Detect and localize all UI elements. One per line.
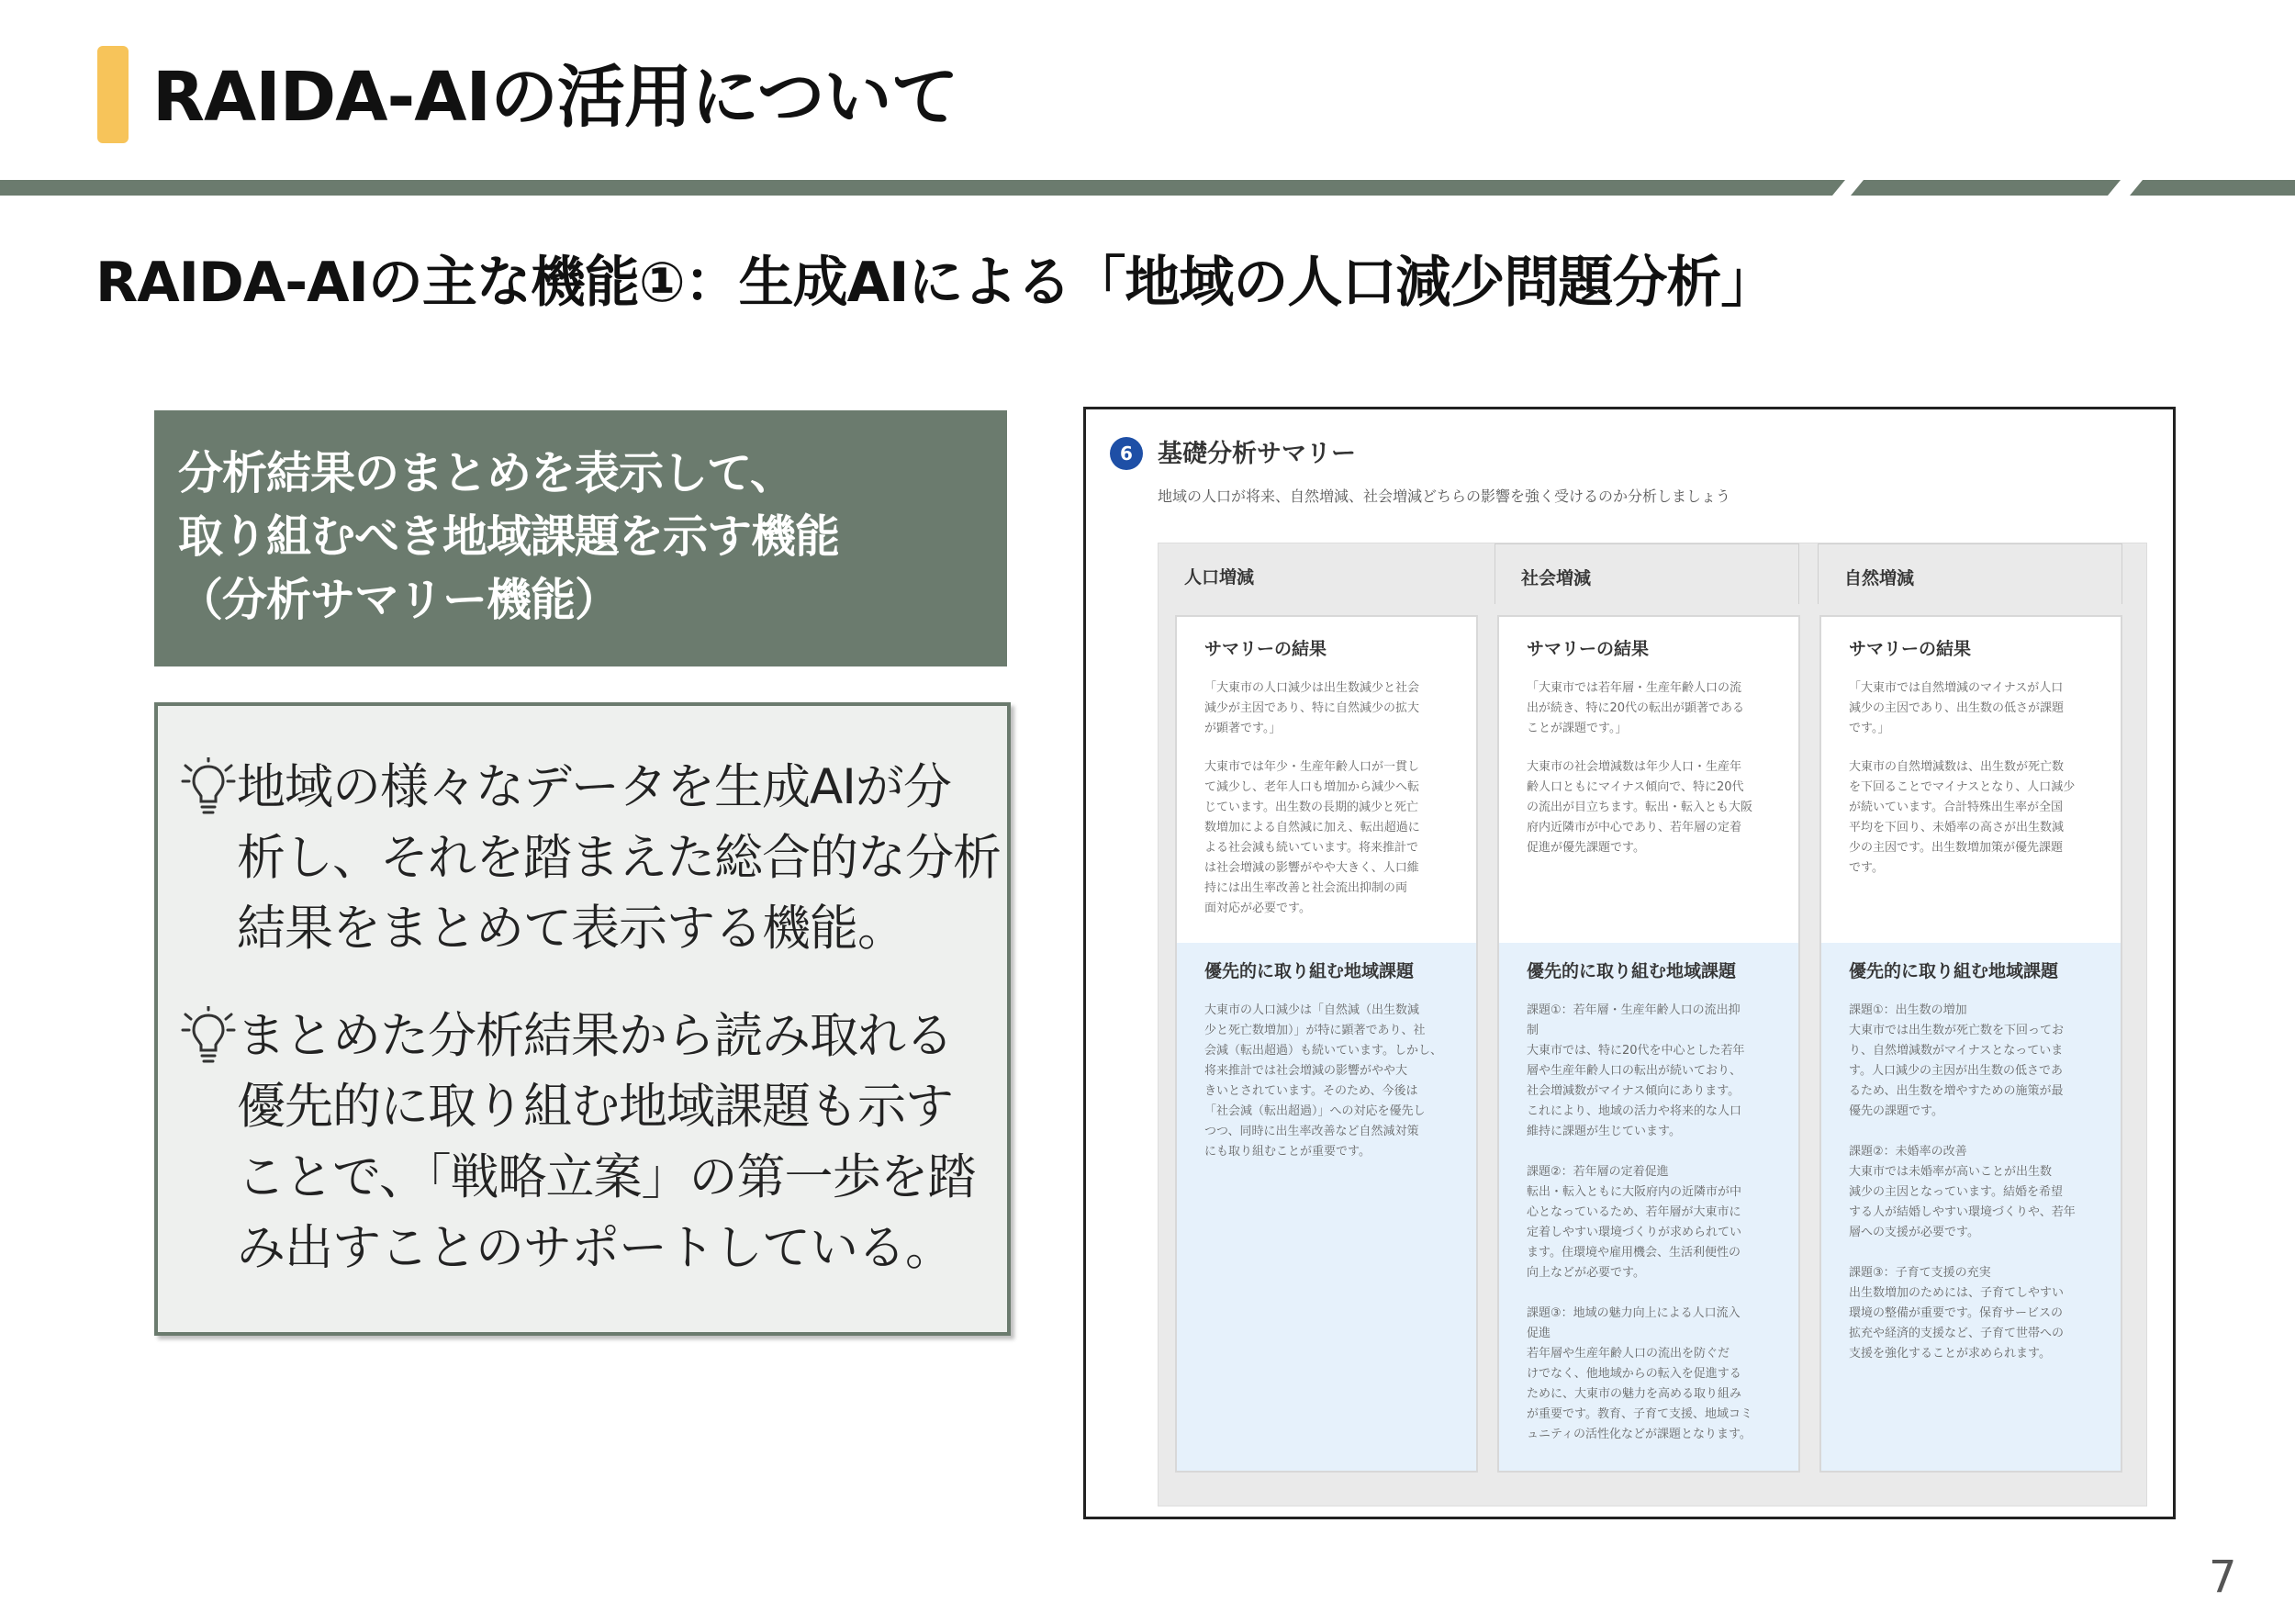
- summary-panel: [1158, 543, 2147, 1506]
- summary-heading: サマリーの結果: [1204, 639, 1327, 659]
- summary-heading: サマリーの結果: [1849, 639, 1972, 659]
- feature-line: 取り組むべき地域課題を示す機能: [178, 510, 840, 563]
- title-accent-bar: [97, 46, 129, 143]
- bullet-line: 優先的に取り組む地域課題も示す: [237, 1079, 953, 1135]
- summary-quote: 「大東市の人口減少は出生数減少と社会 減少が主因であり、特に自然減少の拡大 が顕著です。」: [1204, 681, 1420, 735]
- summary-column-social: [1497, 615, 1800, 1473]
- section-subtitle: RAIDA-AIの主な機能①：生成AIによる「地域の人口減少問題分析」: [95, 251, 1775, 315]
- priority-heading: 優先的に取り組む地域課題: [1204, 961, 1415, 981]
- tab-social-change[interactable]: 社会増減: [1495, 543, 1799, 604]
- summary-heading: サマリーの結果: [1527, 639, 1650, 659]
- app-screenshot: [1083, 407, 2176, 1519]
- bullet-line: 析し、それを踏まえた総合的な分析: [237, 830, 1001, 886]
- summary-column-natural: [1819, 615, 2122, 1473]
- screenshot-description: 地域の人口が将来、自然増減、社会増減どちらの影響を強く受けるのか分析しましょう: [1158, 487, 1731, 505]
- lightbulb-icon: [180, 1006, 237, 1070]
- priority-section: [1821, 943, 2121, 1473]
- feature-line: （分析サマリー機能）: [178, 574, 620, 626]
- priority-section: [1177, 943, 1476, 1473]
- feature-summary-box: [154, 410, 1007, 666]
- priority-heading: 優先的に取り組む地域課題: [1527, 961, 1737, 981]
- priority-heading: 優先的に取り組む地域課題: [1849, 961, 2059, 981]
- description-box: [154, 702, 1011, 1336]
- priority-body: 大東市の人口減少は「自然減（出生数減 少と死亡数増加）」が特に顕著であり、社 会減（転出超過）も続いています。しかし、 将来推計では社会増減の影響がやや大 きいとされています。そのため、今後は 「社会減（転出超過）」への対応を優先し つつ、同時に出生率改善など自然減対策 にも取り組むことが重要です。: [1204, 1003, 1442, 1159]
- summary-body: 大東市では年少・生産年齢人口が一貫し て減少し、老年人口も増加から減少へ転 じています。出生数の長期的減少と死亡 数増加による自然減に加え、転出超過に よる社会減も続いています。将来推計で は社会増減の影響がやや大きく、人口維 持には出生率改善と社会流出抑制の両 面対応が必要です。: [1204, 760, 1420, 915]
- page-number: 7: [2209, 1551, 2237, 1603]
- priority-body: 課題①：若年層・生産年齢人口の流出抑 制 大東市では、特に20代を中心とした若年 層や生産年齢人口の転出が続いており、 社会増減数がマイナス傾向にあります。 これにより、地域の活力や将来的な人口 維持に課題が生じています。 課題②：若年層の定着促進 転出・転入ともに大阪府内の近隣市が中 心となっているため、若年層が大東市に 定着しやすい環境づくりが求められてい ます。住環境や雇用機会、生活利便性の 向上などが必要です。 課題③：地域の魅力向上による人口流入 促進 若年層や生産年齢人口の流出を防ぐだ けでなく、他地域からの転入を促進する ために、大東市の魅力を高める取り組み が重要です。教育、子育て支援、地域コミ ュニティの活性化などが課題となります。: [1527, 1003, 1752, 1441]
- bullet-text: [237, 1001, 975, 1283]
- screenshot-title: 基礎分析サマリー: [1158, 440, 1356, 468]
- bullet-item: [180, 1001, 989, 1283]
- summary-column-population: [1175, 615, 1478, 1473]
- bullet-text: [237, 752, 1001, 964]
- bullet-line: み出すことのサポートしている。: [237, 1220, 953, 1276]
- priority-section: [1499, 943, 1798, 1473]
- summary-body: 大東市の社会増減数は年少人口・生産年 齢人口ともにマイナス傾向で、特に20代 の流出が目立ちます。転出・転入とも大阪 府内近隣市が中心であり、若年層の定着 促進が優先課題です。: [1527, 760, 1752, 855]
- summary-quote: 「大東市では自然増減のマイナスが人口 減少の主因であり、出生数の低さが課題 です。」: [1849, 681, 2065, 735]
- lightbulb-icon: [180, 757, 237, 822]
- page-title: RAIDA-AIの活用について: [152, 58, 958, 137]
- summary-quote: 「大東市では若年層・生産年齢人口の流 出が続き、特に20代の転出が顕著である ことが課題です。」: [1527, 681, 1745, 735]
- priority-body: 課題①：出生数の増加 大東市では出生数が死亡数を下回ってお り、自然増減数がマイナスとなっていま す。人口減少の主因が出生数の低さであ るため、出生数を増やすための施策が最 優先の課題です。 課題②：未婚率の改善 大東市では未婚率が高いことが出生数 減少の主因となっています。結婚を希望 する人が結婚しやすい環境づくりや、若年 層への支援が必要です。 課題③：子育て支援の充実 出生数増加のためには、子育てしやすい 環境の整備が重要です。保育サービスの 拡充や経済的支援など、子育て世帯への 支援を強化することが求められます。: [1849, 1003, 2076, 1361]
- bullet-line: 地域の様々なデータを生成AIが分: [237, 759, 951, 815]
- bullet-line: 結果をまとめて表示する機能。: [237, 901, 905, 957]
- bullet-line: まとめた分析結果から読み取れる: [237, 1008, 953, 1064]
- summary-body: 大東市の自然増減数は、出生数が死亡数 を下回ることでマイナスとなり、人口減少 が続いています。合計特殊出生率が全国 平均を下回り、未婚率の高さが出生数減 少の主因です。出生数増加策が優先課題 です。: [1849, 760, 2076, 875]
- bullet-item: [180, 752, 1001, 964]
- title-divider: [0, 180, 2295, 196]
- feature-line: 分析結果のまとめを表示して、: [178, 447, 795, 499]
- tab-population-change[interactable]: 人口増減: [1184, 567, 1255, 588]
- tab-natural-change[interactable]: 自然増減: [1818, 543, 2122, 604]
- bullet-line: ことで、「戦略立案」の第一歩を踏: [237, 1149, 976, 1205]
- step-badge: 6: [1110, 437, 1143, 470]
